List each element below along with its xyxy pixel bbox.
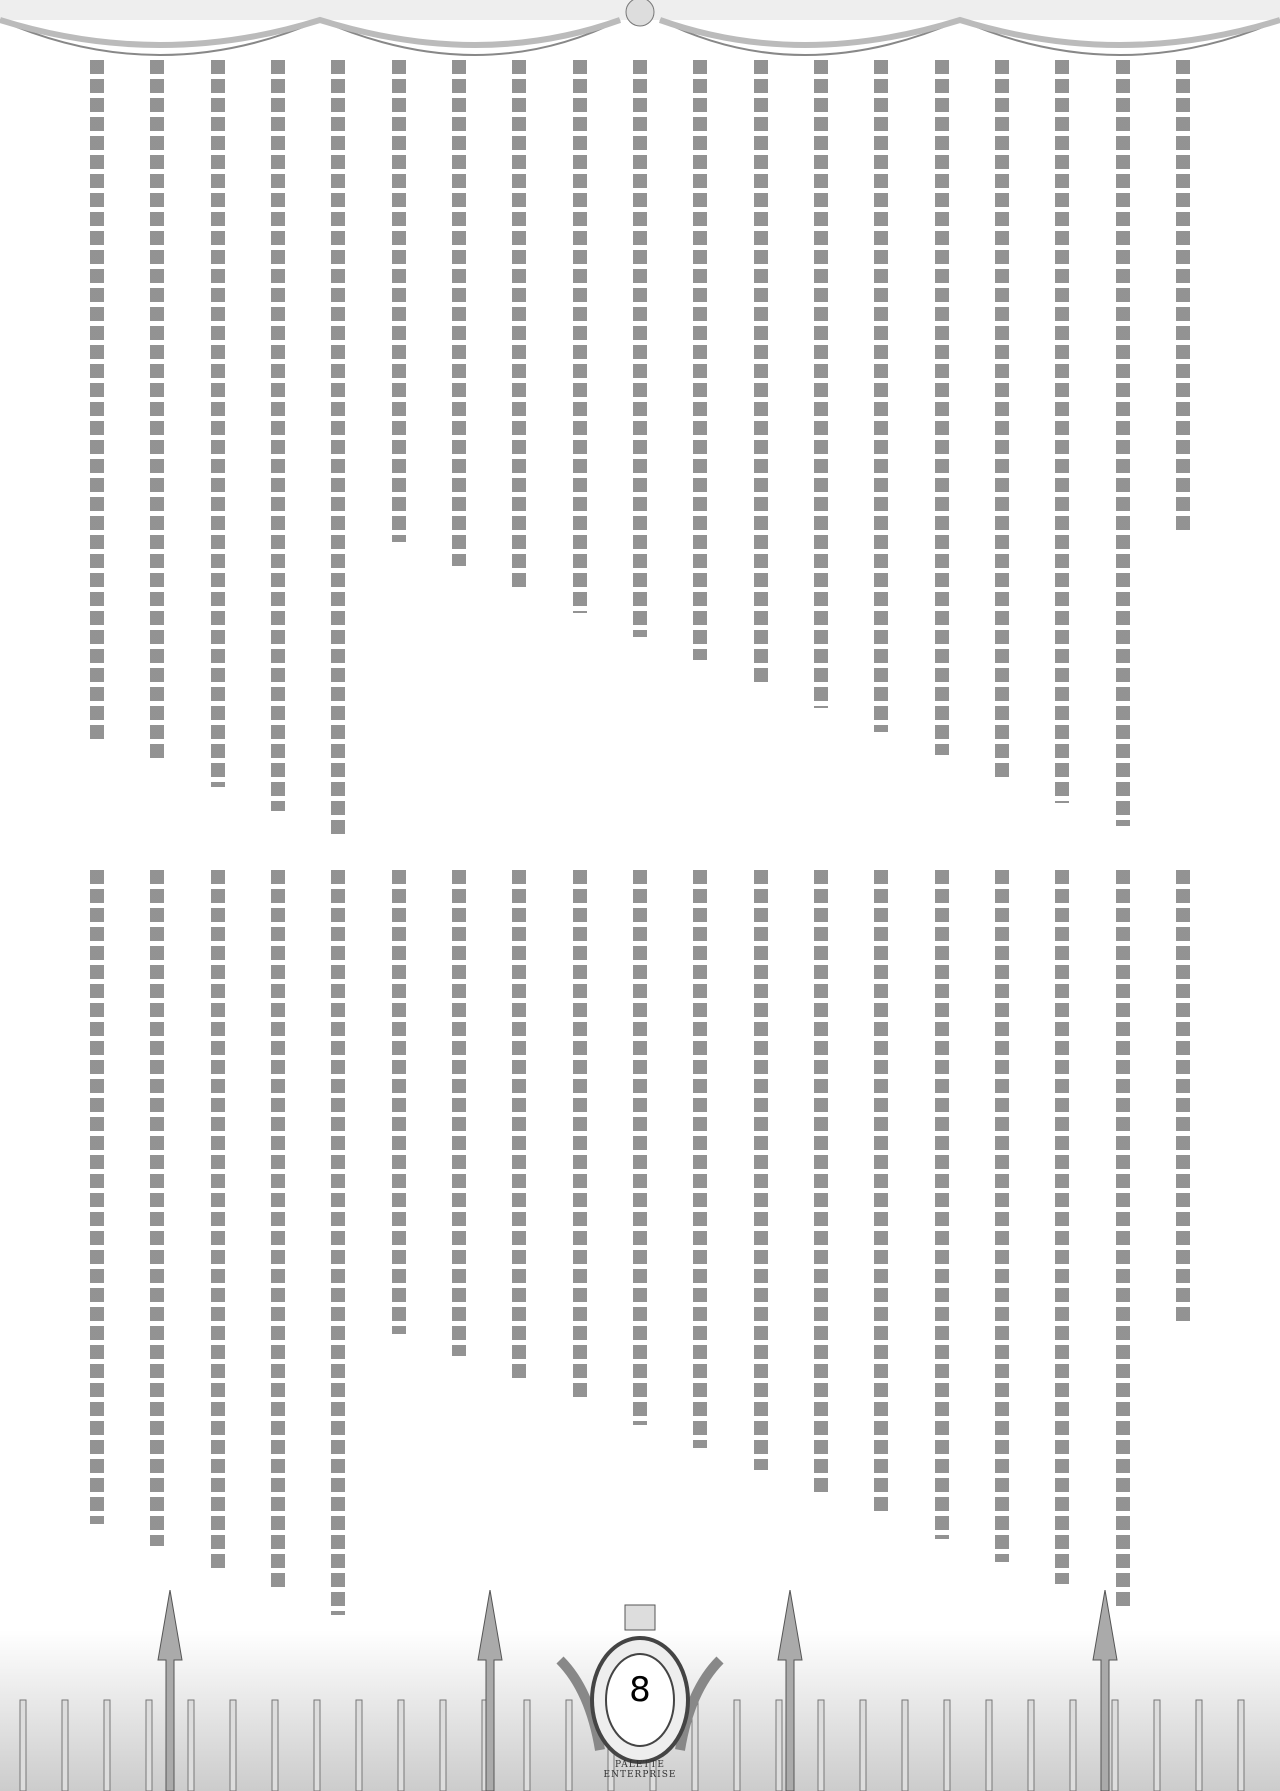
text-column: [1055, 60, 1069, 803]
text-column: [874, 870, 888, 1516]
text-column: [633, 60, 647, 637]
fence-bar: [188, 1700, 194, 1791]
fence-bar: [986, 1700, 992, 1791]
fence-bar: [1070, 1700, 1076, 1791]
text-column: [211, 60, 225, 787]
text-column: [392, 60, 406, 542]
text-column: [452, 870, 466, 1356]
fence-bar: [146, 1700, 152, 1791]
text-column: [935, 870, 949, 1539]
fence-bar: [1196, 1700, 1202, 1791]
text-column: [150, 60, 164, 763]
text-block-top: [90, 60, 1190, 850]
fence-bar: [230, 1700, 236, 1791]
text-column: [633, 870, 647, 1425]
fence-bar: [1112, 1700, 1118, 1791]
fence-bar: [1238, 1700, 1244, 1791]
text-column: [90, 60, 104, 739]
fence-bar: [272, 1700, 278, 1791]
fence-bar: [902, 1700, 908, 1791]
page-number: 8: [629, 1670, 651, 1710]
text-column: [1116, 60, 1130, 826]
fence-bar: [104, 1700, 110, 1791]
text-column: [1176, 870, 1190, 1326]
publisher-logo-text: PALETTE ENTERPRISE: [603, 1760, 677, 1780]
text-column: [995, 870, 1009, 1562]
fence-bar: [440, 1700, 446, 1791]
fence-bar: [356, 1700, 362, 1791]
fence-bar: [818, 1700, 824, 1791]
text-column: [935, 60, 949, 755]
text-column: [1176, 60, 1190, 534]
text-column: [874, 60, 888, 732]
text-column: [211, 870, 225, 1569]
text-column: [814, 870, 828, 1493]
fence-bar: [62, 1700, 68, 1791]
text-column: [512, 60, 526, 589]
fence-bar: [398, 1700, 404, 1791]
text-column: [90, 870, 104, 1524]
text-column: [573, 60, 587, 613]
text-column: [271, 870, 285, 1592]
fence-bar: [860, 1700, 866, 1791]
text-column: [814, 60, 828, 708]
fence-bar: [20, 1700, 26, 1791]
text-column: [150, 870, 164, 1546]
text-block-bottom: [90, 870, 1190, 1630]
fence-bar: [1028, 1700, 1034, 1791]
text-column: [573, 870, 587, 1402]
text-column: [331, 870, 345, 1615]
text-column: [392, 870, 406, 1334]
text-column: [754, 870, 768, 1470]
text-column: [452, 60, 466, 566]
text-column: [754, 60, 768, 684]
text-column: [693, 60, 707, 660]
text-column: [1116, 870, 1130, 1607]
fence-bar: [314, 1700, 320, 1791]
fence-bar: [524, 1700, 530, 1791]
text-column: [331, 60, 345, 834]
text-column: [693, 870, 707, 1448]
text-column: [1055, 870, 1069, 1584]
text-column: [995, 60, 1009, 779]
fence-bar: [1154, 1700, 1160, 1791]
fence-bar: [944, 1700, 950, 1791]
text-column: [271, 60, 285, 811]
text-column: [512, 870, 526, 1379]
fence-bar: [776, 1700, 782, 1791]
